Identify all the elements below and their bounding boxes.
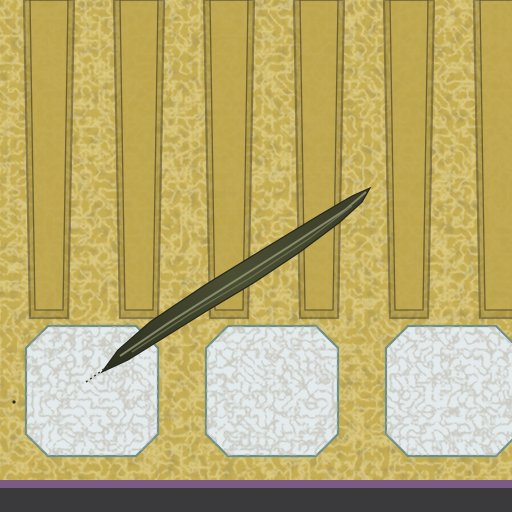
- finger-inner: [30, 0, 68, 310]
- finger-inner: [300, 0, 338, 310]
- debris-dot: [12, 400, 15, 403]
- bottom-band: [0, 488, 512, 512]
- comb-finger: [24, 0, 74, 318]
- bond-pad: [206, 326, 338, 456]
- bond-pad: [386, 326, 512, 456]
- comb-finger: [294, 0, 344, 318]
- comb-finger: [384, 0, 434, 318]
- comb-finger: [474, 0, 512, 318]
- pad-texture: [386, 326, 512, 456]
- finger-inner: [390, 0, 428, 310]
- bond-pads: [26, 326, 512, 456]
- comb-finger: [114, 0, 164, 318]
- finger-inner: [120, 0, 158, 310]
- pad-texture: [206, 326, 338, 456]
- finger-inner: [480, 0, 512, 310]
- bottom-stripe: [0, 480, 512, 488]
